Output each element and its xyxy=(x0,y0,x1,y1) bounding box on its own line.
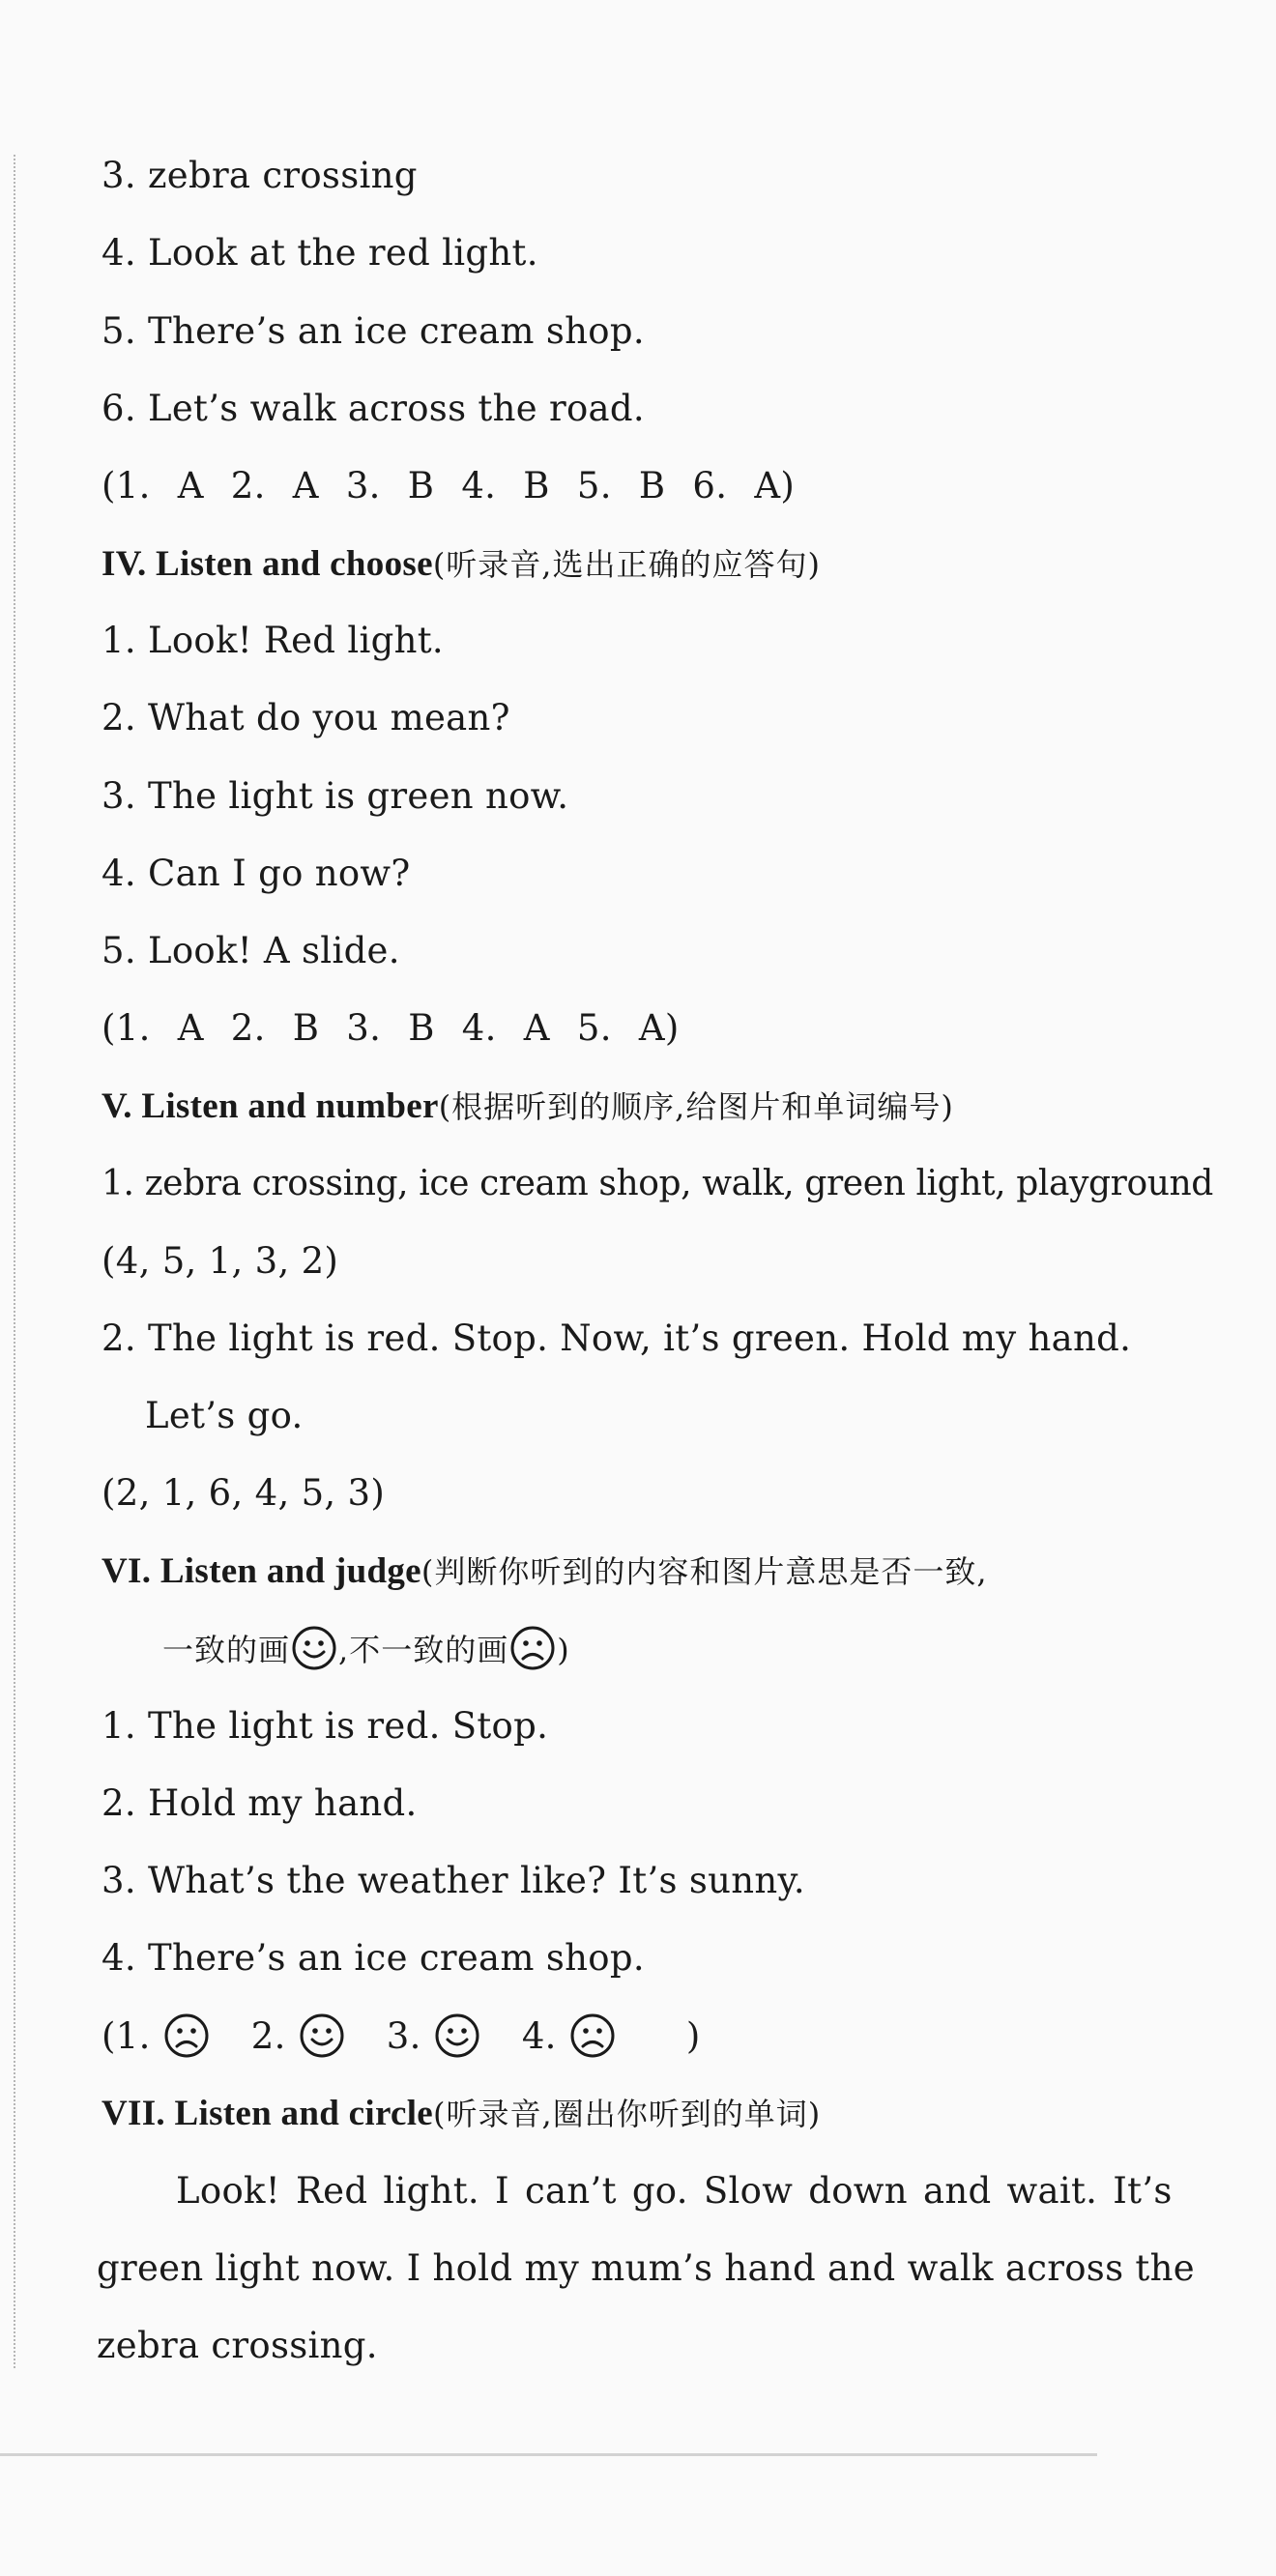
answer-key: (2, 1, 6, 4, 5, 3) xyxy=(102,1472,386,1514)
answer-key: (1. A 2. B 3. B 4. A 5. A) xyxy=(102,1007,680,1049)
smiley-face-icon xyxy=(298,2012,346,2060)
list-item: 5. Look! A slide. xyxy=(102,930,400,971)
bottom-divider xyxy=(0,2453,1097,2456)
paragraph-line: Look! Red light. I can’t go. Slow down and wait. It’s xyxy=(176,2170,1173,2212)
list-item: 2. Hold my hand. xyxy=(102,1782,418,1824)
answer-open: (1. xyxy=(102,2015,151,2057)
section-heading xyxy=(102,1547,988,1596)
answer-number: 3. xyxy=(386,2015,421,2057)
section-heading xyxy=(102,539,821,589)
section-title: IV. Listen and choose xyxy=(102,544,433,584)
list-item: 2. What do you mean? xyxy=(102,697,510,738)
smiley-face-icon xyxy=(433,2012,481,2060)
section-instruction-line2 xyxy=(162,1624,570,1674)
answer-number: 2. xyxy=(250,2015,286,2057)
list-item: 1. The light is red. Stop. xyxy=(102,1705,549,1747)
list-item: 4. Look at the red light. xyxy=(102,232,538,274)
paragraph-line: green light now. I hold my mum’s hand and walk across the xyxy=(97,2247,1195,2289)
sad-face-icon xyxy=(568,2012,617,2060)
paragraph-line: zebra crossing. xyxy=(97,2325,378,2366)
section-title: VI. Listen and judge xyxy=(102,1551,421,1591)
answer-key xyxy=(102,2012,701,2061)
list-item: 3. The light is green now. xyxy=(102,775,569,817)
list-item: 2. The light is red. Stop. Now, it’s green. Hold my hand. xyxy=(102,1317,1132,1359)
section-title: VII. Listen and circle xyxy=(102,2094,434,2133)
answer-key: (4, 5, 1, 3, 2) xyxy=(102,1240,339,1282)
binding-margin-line xyxy=(14,155,15,2368)
answer-key: (1. A 2. A 3. B 4. B 5. B 6. A) xyxy=(102,465,796,507)
instruction-text: ,不一致的画 xyxy=(338,1632,509,1668)
section-heading xyxy=(102,2089,821,2138)
list-item: 6. Let’s walk across the road. xyxy=(102,388,645,429)
list-item: 3. What’s the weather like? It’s sunny. xyxy=(102,1860,805,1901)
sad-face-icon xyxy=(508,1624,557,1672)
sad-face-icon xyxy=(162,2012,211,2060)
section-instruction: (听录音,选出正确的应答句) xyxy=(432,546,821,583)
list-item: 4. Can I go now? xyxy=(102,853,411,894)
section-heading xyxy=(102,1082,954,1131)
instruction-text: ) xyxy=(557,1632,570,1668)
list-item: 5. There’s an ice cream shop. xyxy=(102,310,645,352)
section-title: V. Listen and number xyxy=(102,1086,439,1126)
list-item: 3. zebra crossing xyxy=(102,155,418,196)
answer-close: ) xyxy=(685,2015,701,2057)
list-item: 4. There’s an ice cream shop. xyxy=(102,1937,645,1979)
list-item: 1. Look! Red light. xyxy=(102,620,444,661)
smiley-face-icon xyxy=(290,1624,338,1672)
section-instruction: (听录音,圈出你听到的单词) xyxy=(433,2096,822,2132)
instruction-text: 一致的画 xyxy=(162,1632,291,1668)
section-instruction: (判断你听到的内容和图片意思是否一致, xyxy=(420,1553,988,1590)
list-item: 1. zebra crossing, ice cream shop, walk, green light, playground xyxy=(102,1164,1213,1203)
section-instruction: (根据听到的顺序,给图片和单词编号) xyxy=(438,1088,954,1125)
answer-number: 4. xyxy=(521,2015,557,2057)
list-item-continuation: Let’s go. xyxy=(145,1395,304,1436)
